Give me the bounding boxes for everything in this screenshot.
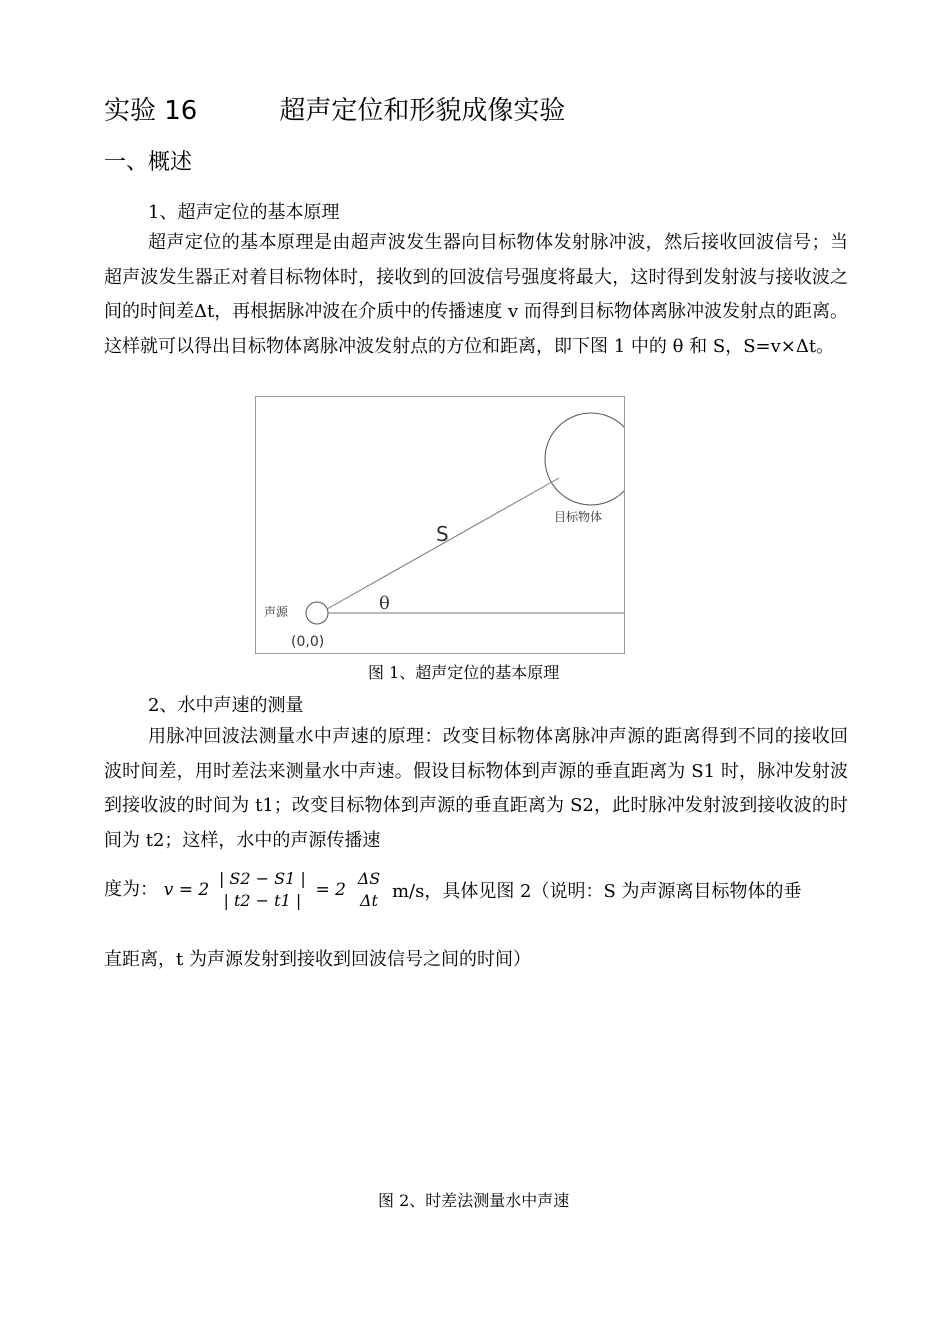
subsection-heading-2: 2、水中声速的测量 bbox=[148, 695, 304, 716]
label-target-object: 目标物体 bbox=[554, 510, 603, 524]
formula-denominator-1: | t2 − t1 | bbox=[223, 891, 302, 910]
figure-1-diagram bbox=[256, 397, 624, 653]
formula-fraction-1 bbox=[219, 868, 306, 912]
label-origin: (0,0) bbox=[291, 634, 325, 650]
formula-mid: = 2 bbox=[315, 880, 346, 900]
paragraph-measurement: 用脉冲回波法测量水中声速的原理：改变目标物体离脉冲声源的距离得到不同的接收回波时间差，用时差法来测量水中声速。假设目标物体到声源的垂直距离为 S1 时，脉冲发射波到接收波的时间为 t1；改变目标物体到声源的垂直距离为 S2，此时脉冲发射波到接收波的时间为 t2；这样，水中的声源传播速 bbox=[104, 726, 848, 851]
target-object-circle bbox=[545, 413, 624, 505]
formula-denominator-2: Δt bbox=[359, 891, 378, 910]
label-sound-source: 声源 bbox=[264, 605, 289, 619]
sound-source-circle bbox=[306, 602, 328, 624]
formula-numerator-2: ΔS bbox=[357, 869, 381, 888]
formula-numerator-1: | S2 − S1 | bbox=[218, 869, 306, 888]
experiment-title: 超声定位和形貌成像实验 bbox=[279, 96, 566, 126]
paragraph-last-line: 直距离，t 为声源发射到接收到回波信号之间的时间） bbox=[104, 949, 531, 970]
subsection-heading-1: 1、超声定位的基本原理 bbox=[148, 202, 340, 223]
label-s: S bbox=[436, 522, 449, 546]
formula-prefix: 度为： bbox=[104, 879, 158, 900]
paragraph-principle: 超声定位的基本原理是由超声波发生器向目标物体发射脉冲波，然后接收回波信号；当超声波发生器正对着目标物体时，接收到的回波信号强度将最大，这时得到发射波与接收波之间的时间差Δt，再根据脉冲波在介质中的传播速度 v 而得到目标物体离脉冲波发射点的距离。这样就可以得出目标物体离脉冲波发射点的方位和距离，即下图 1 中的 θ 和 S，S=v×Δt。 bbox=[104, 232, 848, 357]
figure-1 bbox=[255, 396, 625, 654]
figure-2-caption: 图 2、时差法测量水中声速 bbox=[378, 1191, 570, 1210]
experiment-number: 实验 16 bbox=[104, 96, 198, 126]
figure-1-caption: 图 1、超声定位的基本原理 bbox=[368, 663, 560, 682]
formula-fraction-2 bbox=[358, 868, 381, 912]
label-theta: θ bbox=[379, 593, 390, 614]
formula-suffix: m/s，具体见图 2（说明：S 为声源离目标物体的垂 bbox=[391, 881, 802, 902]
formula-lhs: v = 2 bbox=[163, 880, 210, 900]
section-heading-overview: 一、概述 bbox=[104, 150, 193, 175]
page-title bbox=[104, 90, 565, 127]
formula-line bbox=[104, 868, 802, 912]
